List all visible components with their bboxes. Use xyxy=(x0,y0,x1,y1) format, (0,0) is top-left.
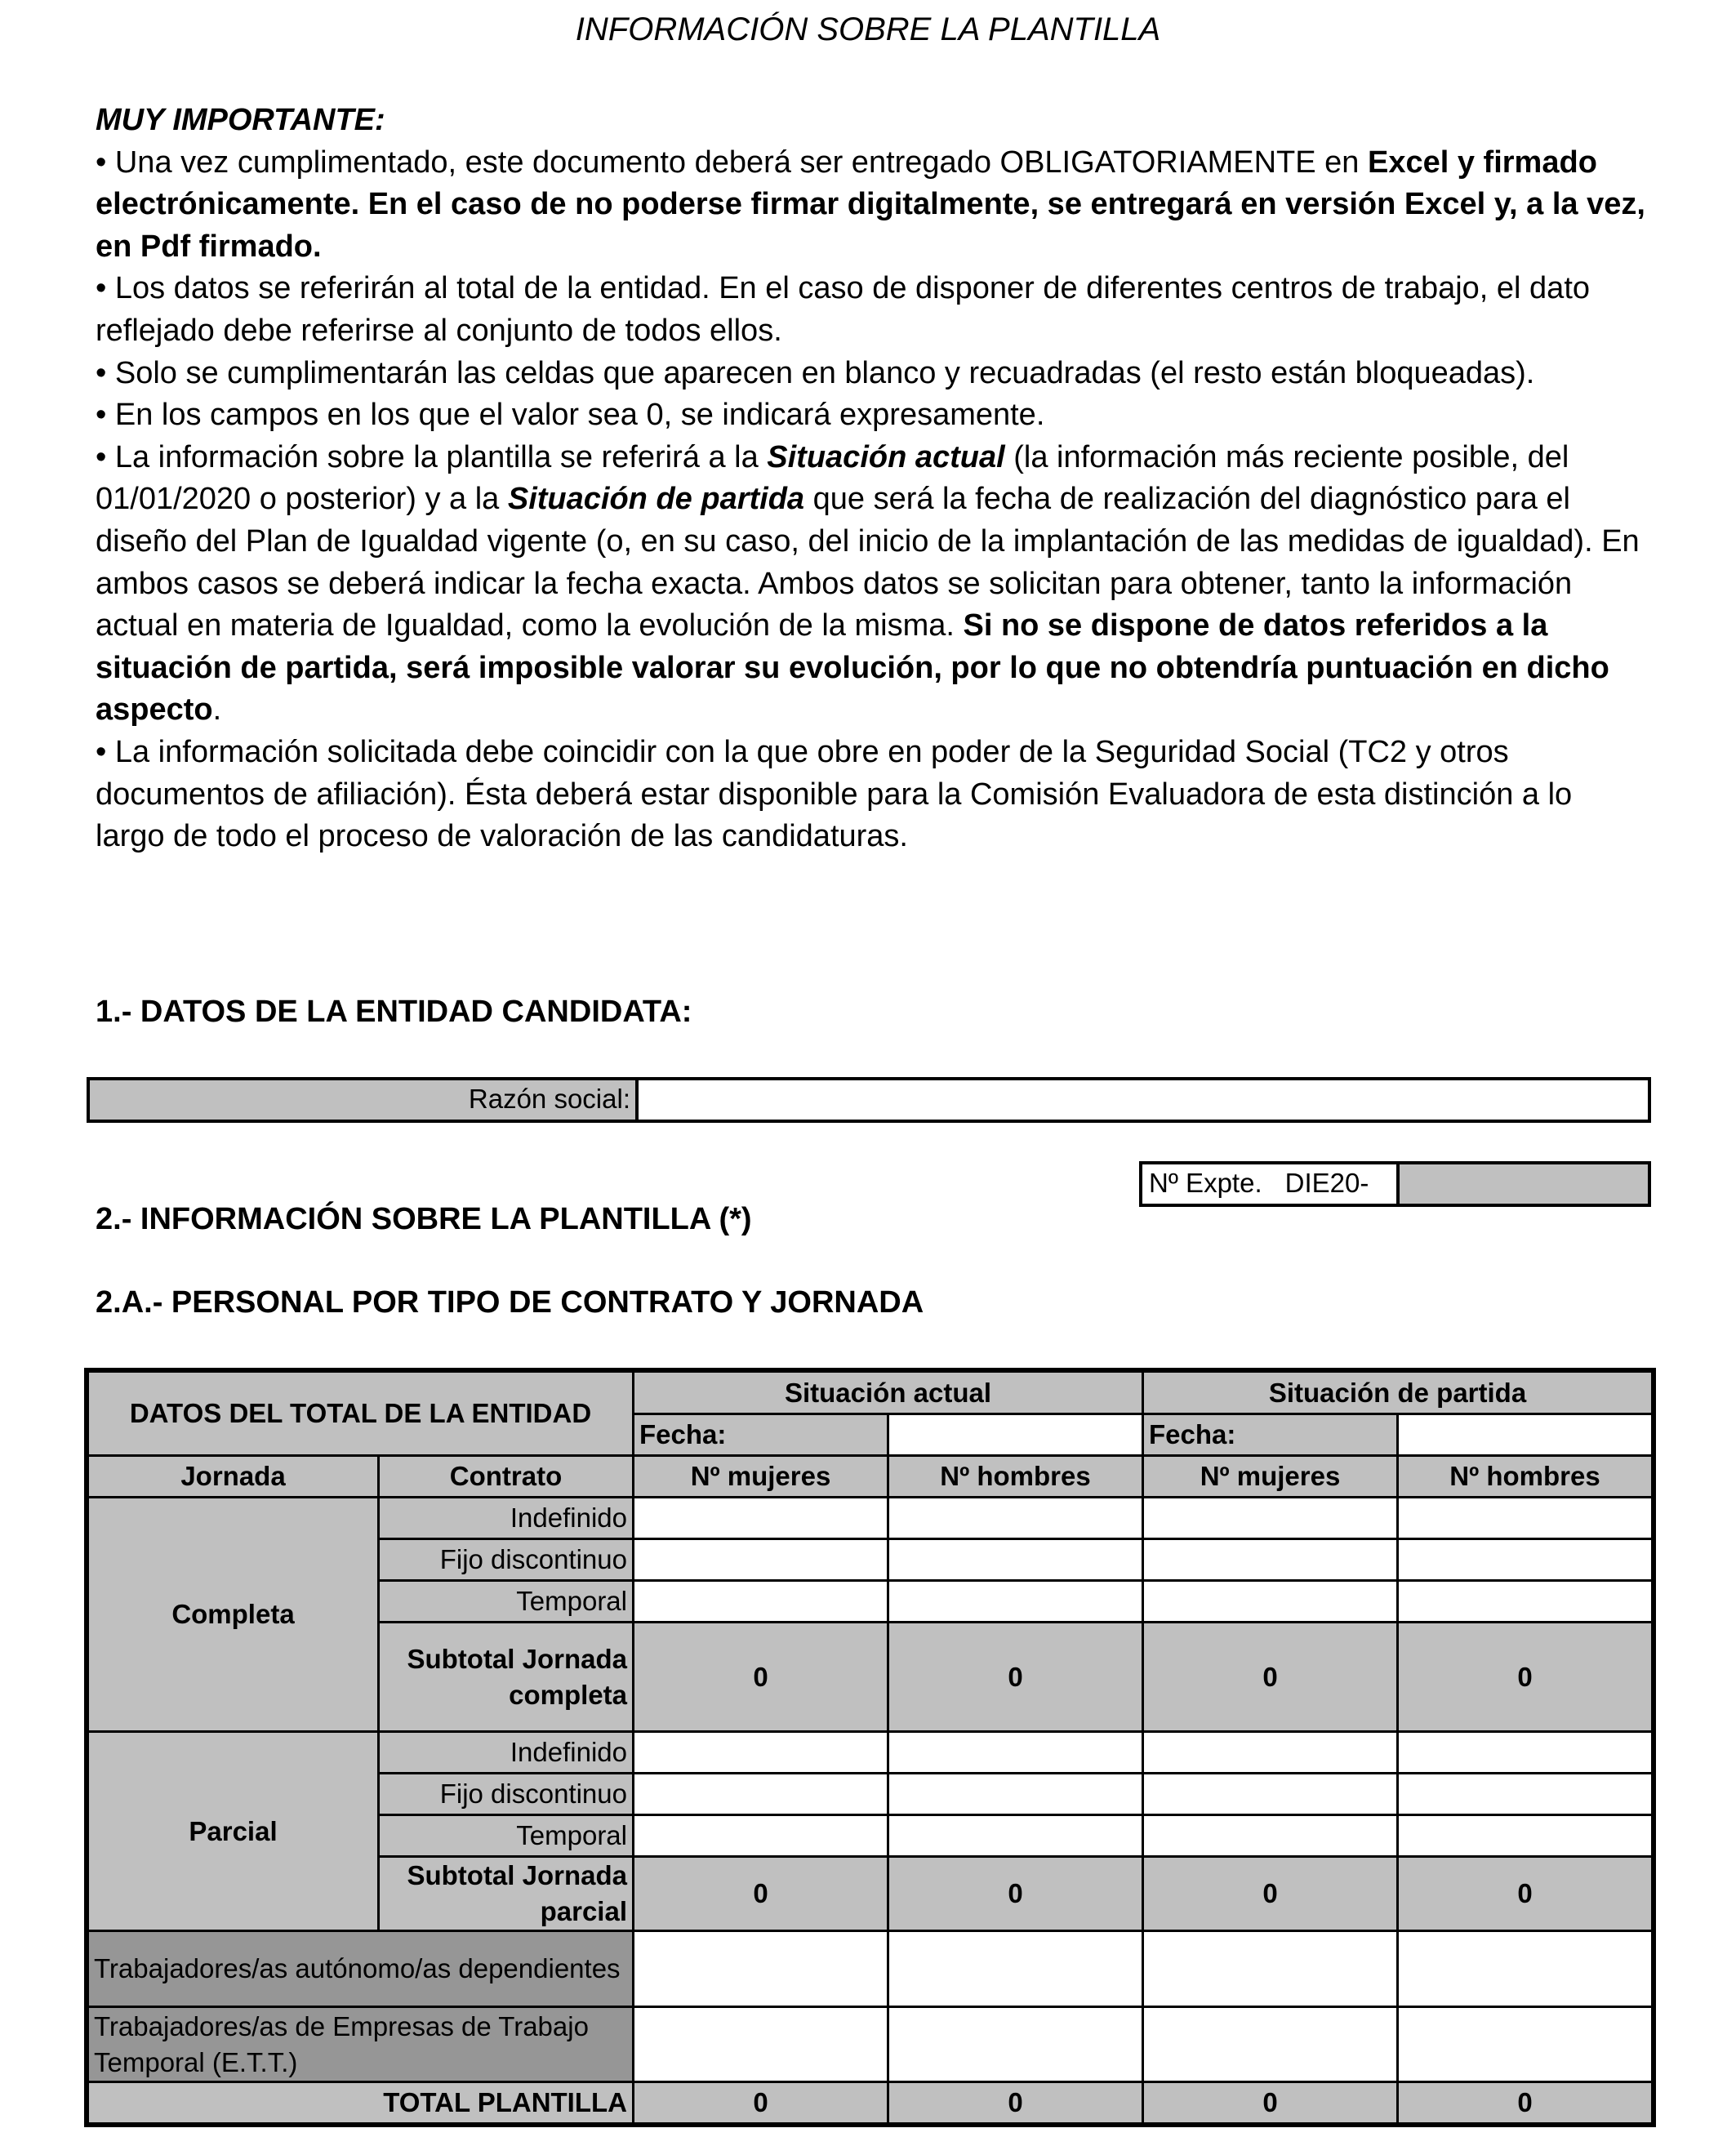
section2-heading: 2.- INFORMACIÓN SOBRE LA PLANTILLA (*) xyxy=(96,1202,752,1236)
instruction-2: • Los datos se referirán al total de la entidad. En el caso de disponer de diferentes centros de trabajo, el dato reflejado debe referirse al conjunto de todos ellos. xyxy=(96,271,1591,348)
data-cell-input[interactable] xyxy=(1398,1539,1653,1581)
data-cell-input[interactable] xyxy=(634,1774,888,1815)
data-cell-input[interactable] xyxy=(1143,1539,1398,1581)
data-cell-input[interactable] xyxy=(1398,1498,1653,1539)
data-cell-input[interactable] xyxy=(1398,1732,1653,1774)
ett-label: Trabajadores/as de Empresas de Trabajo Temporal (E.T.T.) xyxy=(88,2007,634,2082)
data-cell-input[interactable] xyxy=(888,1931,1143,2007)
razon-social-label: Razón social: xyxy=(90,1080,639,1120)
data-cell-input[interactable] xyxy=(1398,1774,1653,1815)
data-cell-input[interactable] xyxy=(634,1815,888,1857)
col-mujeres-partida-header: Nº mujeres xyxy=(1143,1456,1398,1498)
instruction-5: • La información sobre la plantilla se referirá a la Situación actual (la información más reciente posible, del 01/01/2020 o posterior) y a la Situación de partida que será la fecha de realización del diagnóstico para el diseño del Plan de Igualdad vigente (o, en su caso, del inicio de la implantación de las medidas de igualdad). En ambos casos se deberá indicar la fecha exacta. Ambos datos se solicitan para obtener, tanto la información actual en materia de Igualdad, como la evolución de la misma. Si no se dispone de datos referidos a la situación de partida, será imposible valorar su evolución, por lo que no obtendría puntuación en dicho aspecto. xyxy=(96,439,1640,728)
expediente-label: Nº Expte. DIE20- xyxy=(1142,1164,1400,1204)
total-plantilla-value: 0 xyxy=(888,2082,1143,2124)
section2a-heading: 2.A.- PERSONAL POR TIPO DE CONTRATO Y JORNADA xyxy=(96,1285,924,1320)
contrato-temporal-label: Temporal xyxy=(379,1581,634,1623)
col-jornada-header: Jornada xyxy=(88,1456,379,1498)
data-cell-input[interactable] xyxy=(1398,1815,1653,1857)
subtotal-completa-label: Subtotal Jornada completa xyxy=(379,1623,634,1732)
data-cell-input[interactable] xyxy=(888,2007,1143,2082)
contrato-indefinido-label: Indefinido xyxy=(379,1498,634,1539)
data-cell-input[interactable] xyxy=(1143,1815,1398,1857)
header-situacion-actual: Situación actual xyxy=(634,1372,1143,1414)
subtotal-parcial-label: Subtotal Jornada parcial xyxy=(379,1857,634,1931)
fecha-partida-input[interactable] xyxy=(1398,1414,1653,1456)
data-cell-input[interactable] xyxy=(634,1498,888,1539)
data-cell-input[interactable] xyxy=(1143,1732,1398,1774)
data-cell-input[interactable] xyxy=(888,1774,1143,1815)
razon-social-input[interactable] xyxy=(639,1080,1648,1120)
instruction-6: • La información solicitada debe coincidir con la que obre en poder de la Seguridad Social (TC2 y otros documentos de afiliación). Ésta deberá estar disponible para la Comisión Evaluadora de esta distinción a lo largo de todo el proceso de valoración de las candidaturas. xyxy=(96,734,1573,854)
data-cell-input[interactable] xyxy=(1398,2007,1653,2082)
expediente-row xyxy=(1139,1161,1651,1207)
data-cell-input[interactable] xyxy=(888,1581,1143,1623)
data-cell-input[interactable] xyxy=(888,1498,1143,1539)
subtotal-completa-value: 0 xyxy=(1398,1623,1653,1732)
header-situacion-partida: Situación de partida xyxy=(1143,1372,1653,1414)
data-cell-input[interactable] xyxy=(1143,1498,1398,1539)
data-cell-input[interactable] xyxy=(634,1732,888,1774)
section1-heading: 1.- DATOS DE LA ENTIDAD CANDIDATA: xyxy=(96,995,692,1029)
razon-social-row xyxy=(87,1077,1651,1123)
subtotal-completa-value: 0 xyxy=(888,1623,1143,1732)
total-plantilla-value: 0 xyxy=(634,2082,888,2124)
subtotal-parcial-value: 0 xyxy=(1398,1857,1653,1931)
document-title: INFORMACIÓN SOBRE LA PLANTILLA xyxy=(575,11,1161,47)
fecha-partida-label: Fecha: xyxy=(1143,1414,1398,1456)
col-mujeres-actual-header: Nº mujeres xyxy=(634,1456,888,1498)
data-cell-input[interactable] xyxy=(1143,1931,1398,2007)
data-cell-input[interactable] xyxy=(634,2007,888,2082)
instructions xyxy=(96,100,1647,858)
fecha-actual-label: Fecha: xyxy=(634,1414,888,1456)
jornada-parcial-label: Parcial xyxy=(88,1732,379,1931)
data-cell-input[interactable] xyxy=(634,1581,888,1623)
data-cell-input[interactable] xyxy=(1398,1931,1653,2007)
data-cell-input[interactable] xyxy=(888,1732,1143,1774)
data-cell-input[interactable] xyxy=(634,1539,888,1581)
instruction-4: • En los campos en los que el valor sea 0, se indicará expresamente. xyxy=(96,398,1045,433)
plantilla-table xyxy=(87,1370,1654,2125)
subtotal-completa-value: 0 xyxy=(1143,1623,1398,1732)
subtotal-completa-value: 0 xyxy=(634,1623,888,1732)
data-cell-input[interactable] xyxy=(634,1931,888,2007)
data-cell-input[interactable] xyxy=(1143,1774,1398,1815)
data-cell-input[interactable] xyxy=(1143,1581,1398,1623)
col-contrato-header: Contrato xyxy=(379,1456,634,1498)
col-hombres-actual-header: Nº hombres xyxy=(888,1456,1143,1498)
total-plantilla-value: 0 xyxy=(1398,2082,1653,2124)
fecha-actual-input[interactable] xyxy=(888,1414,1143,1456)
contrato-fijo-label: Fijo discontinuo xyxy=(379,1774,634,1815)
data-cell-input[interactable] xyxy=(888,1539,1143,1581)
contrato-fijo-label: Fijo discontinuo xyxy=(379,1539,634,1581)
instruction-3: • Solo se cumplimentarán las celdas que aparecen en blanco y recuadradas (el resto están bloqueadas). xyxy=(96,355,1535,390)
instruction-1: • Una vez cumplimentado, este documento deberá ser entregado OBLIGATORIAMENTE en Excel y firmado electrónicamente. En el caso de no poderse firmar digitalmente, se entregará en versión Excel y, a la vez, en Pdf firmado. xyxy=(96,145,1645,264)
subtotal-parcial-value: 0 xyxy=(1143,1857,1398,1931)
contrato-indefinido-label: Indefinido xyxy=(379,1732,634,1774)
total-plantilla-value: 0 xyxy=(1143,2082,1398,2124)
autonomos-label: Trabajadores/as autónomo/as dependientes xyxy=(88,1931,634,2007)
expediente-input[interactable] xyxy=(1400,1164,1648,1204)
jornada-completa-label: Completa xyxy=(88,1498,379,1732)
data-cell-input[interactable] xyxy=(1398,1581,1653,1623)
data-cell-input[interactable] xyxy=(888,1815,1143,1857)
instructions-heading: MUY IMPORTANTE: xyxy=(96,103,385,137)
contrato-temporal-label: Temporal xyxy=(379,1815,634,1857)
table-corner-label: DATOS DEL TOTAL DE LA ENTIDAD xyxy=(88,1372,634,1456)
col-hombres-partida-header: Nº hombres xyxy=(1398,1456,1653,1498)
data-cell-input[interactable] xyxy=(1143,2007,1398,2082)
subtotal-parcial-value: 0 xyxy=(634,1857,888,1931)
subtotal-parcial-value: 0 xyxy=(888,1857,1143,1931)
total-plantilla-label: TOTAL PLANTILLA xyxy=(88,2082,634,2124)
